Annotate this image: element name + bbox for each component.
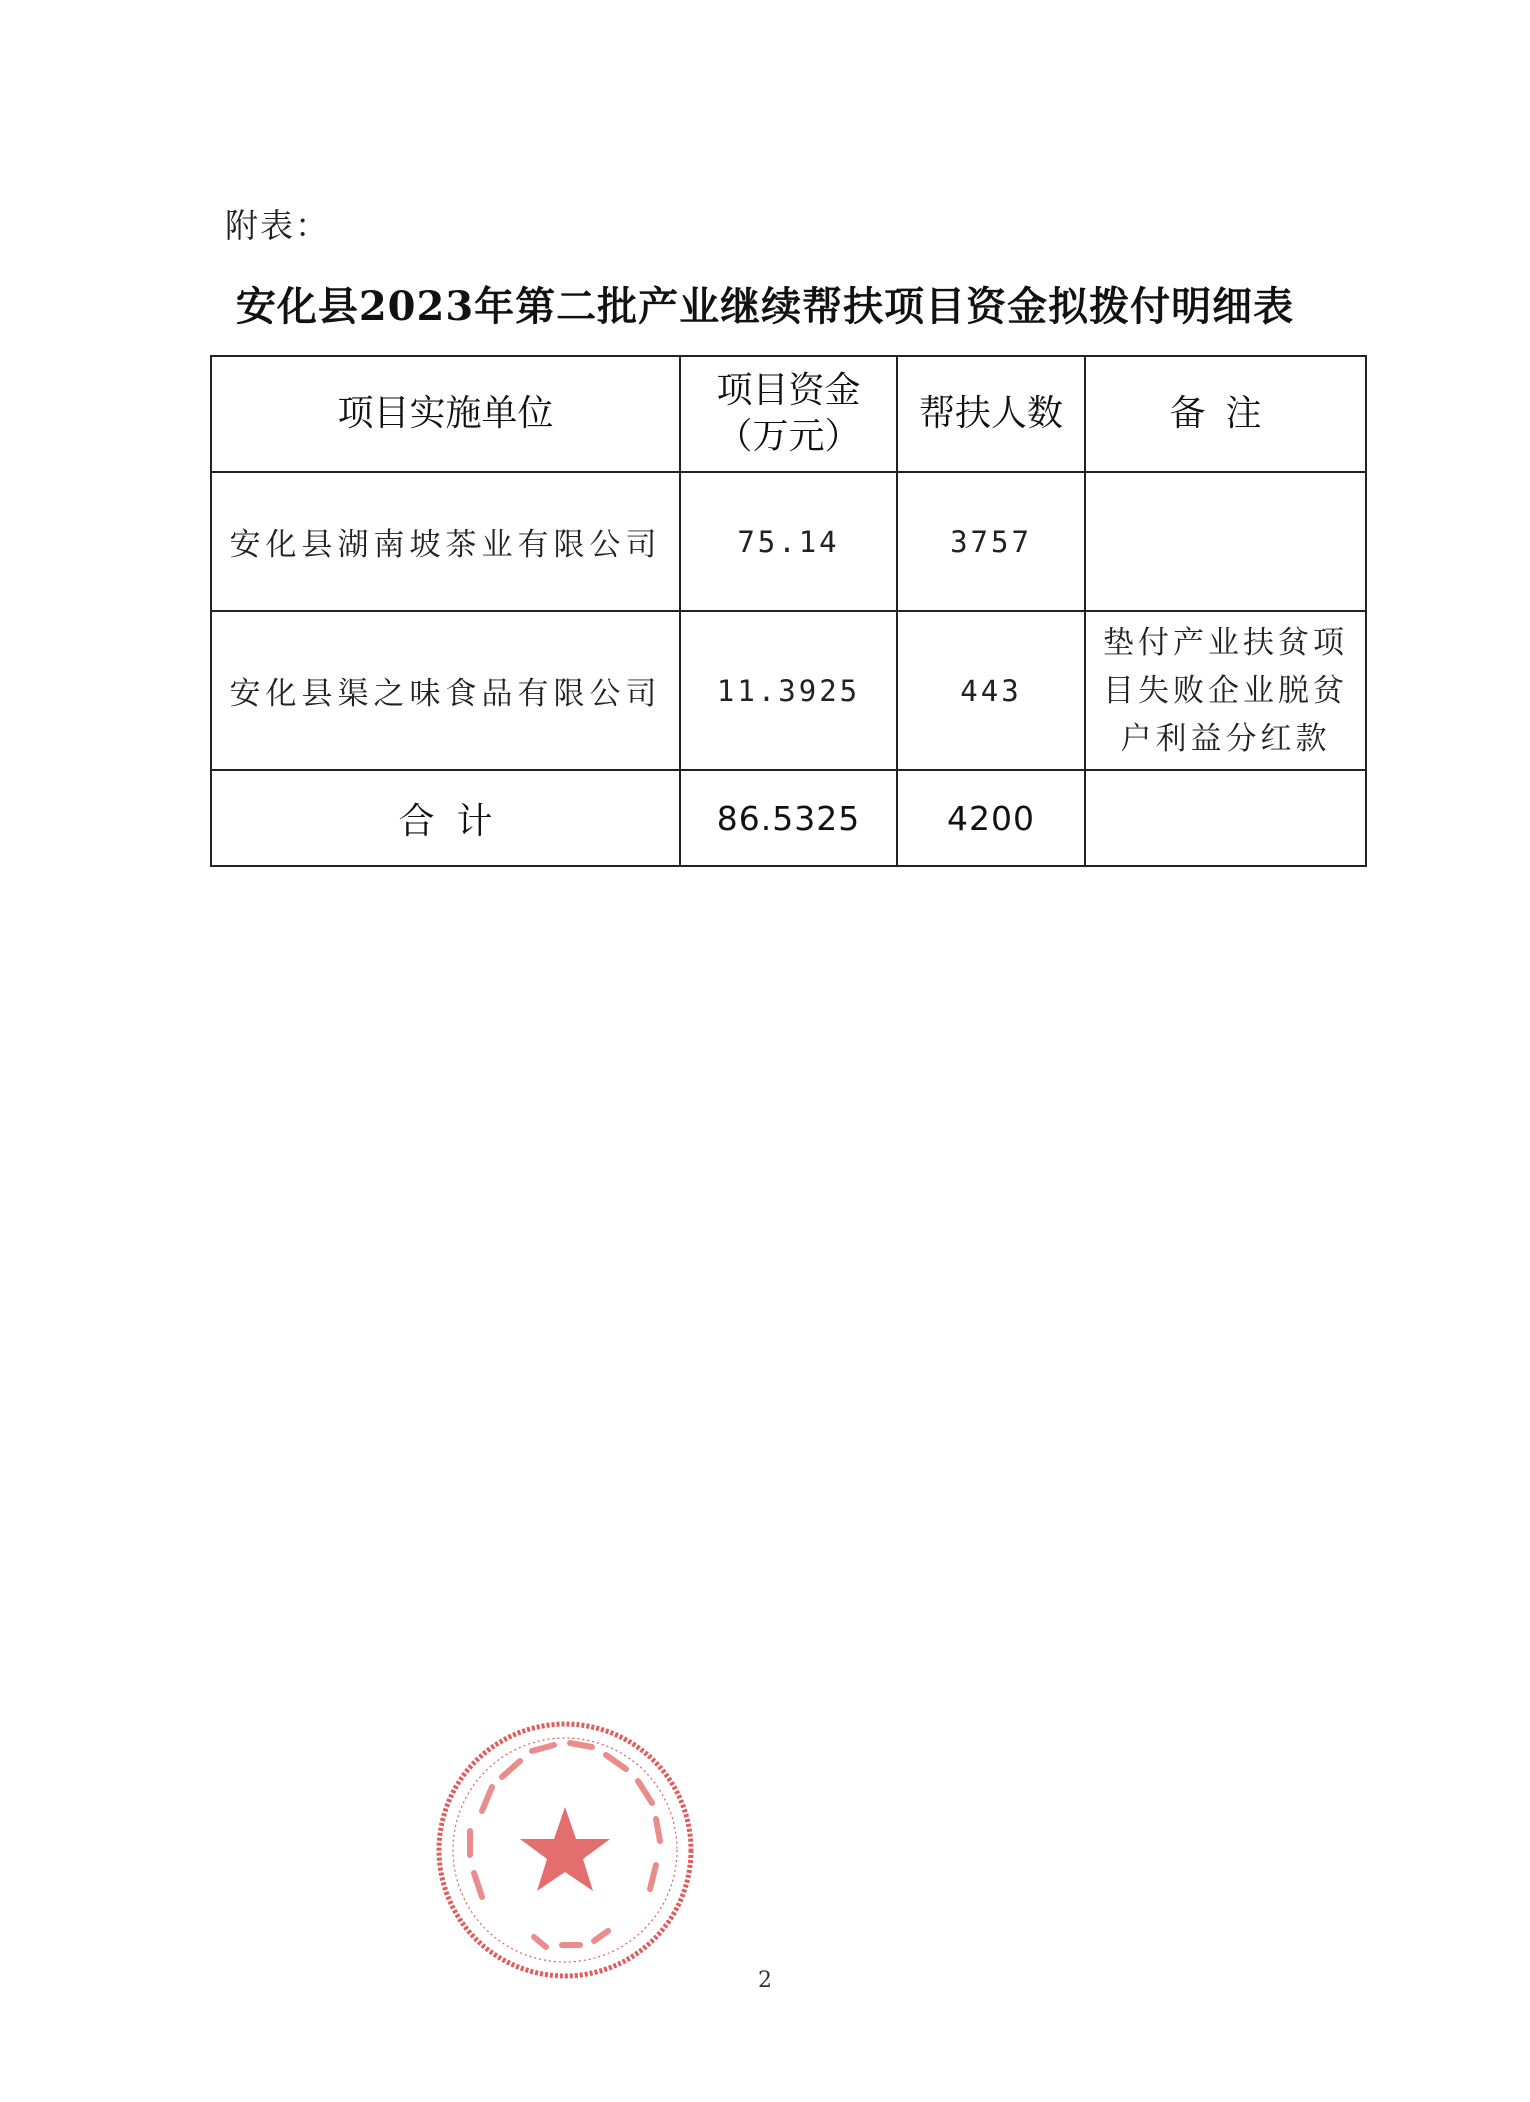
cell-funds: 11.3925 xyxy=(680,611,897,770)
funding-detail-table xyxy=(210,355,1367,867)
total-note xyxy=(1085,770,1366,866)
header-funds-line1: 项目资金 xyxy=(716,370,861,411)
cell-unit: 安化县渠之味食品有限公司 xyxy=(211,611,680,770)
header-funds-line2: （万元） xyxy=(716,416,861,457)
table-header-row xyxy=(211,356,1366,472)
note-line: 垫付产业扶贫项 xyxy=(1103,624,1348,661)
cell-unit: 安化县湖南坡茶业有限公司 xyxy=(211,472,680,611)
table-row xyxy=(211,472,1366,611)
official-seal xyxy=(430,1715,700,1985)
cell-people: 3757 xyxy=(897,472,1085,611)
cell-people: 443 xyxy=(897,611,1085,770)
table-row xyxy=(211,611,1366,770)
header-people: 帮扶人数 xyxy=(897,356,1085,472)
total-funds: 86.5325 xyxy=(680,770,897,866)
header-funds xyxy=(680,356,897,472)
page-number: 2 xyxy=(758,1968,772,1993)
cell-note xyxy=(1085,611,1366,770)
cell-note xyxy=(1085,472,1366,611)
cell-funds: 75.14 xyxy=(680,472,897,611)
total-row xyxy=(211,770,1366,866)
note-line: 户利益分红款 xyxy=(1120,720,1331,757)
document-title: 安化县2023年第二批产业继续帮扶项目资金拟拨付明细表 xyxy=(235,283,1295,330)
total-label: 合计 xyxy=(211,770,680,866)
header-unit: 项目实施单位 xyxy=(211,356,680,472)
note-line: 目失败企业脱贫 xyxy=(1103,672,1348,709)
attachment-label: 附表： xyxy=(225,206,330,245)
total-people: 4200 xyxy=(897,770,1085,866)
header-note: 备注 xyxy=(1085,356,1366,472)
